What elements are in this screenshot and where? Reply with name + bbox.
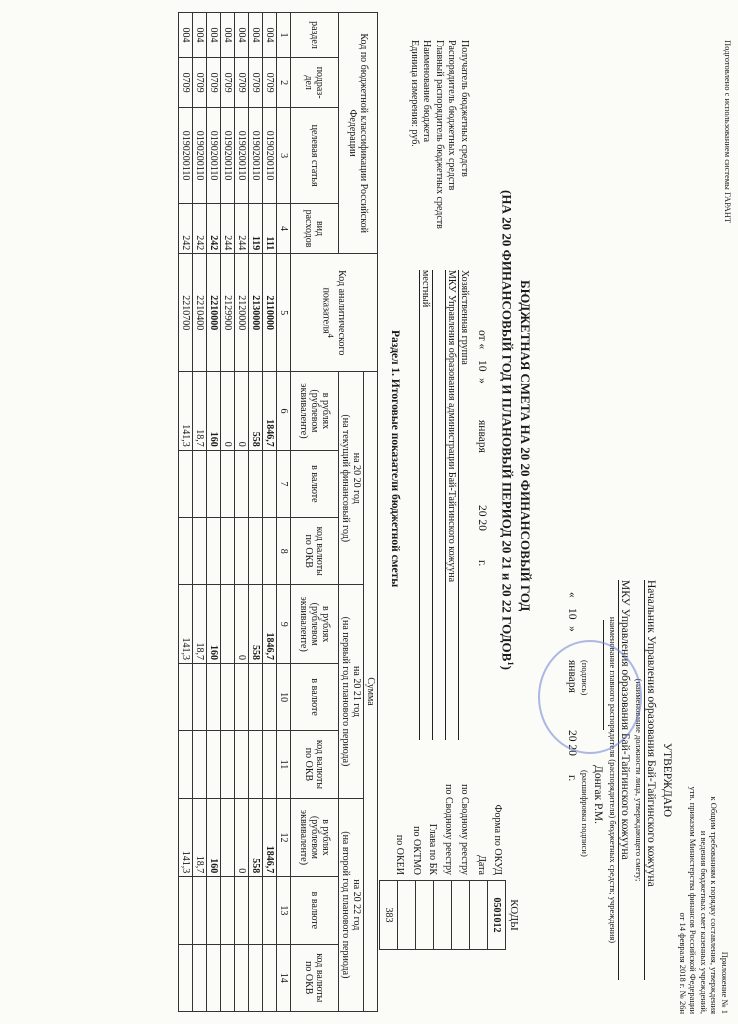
- cell-sum-year1: 1846,7: [263, 372, 277, 451]
- cell-currency-year3: [221, 877, 235, 944]
- cell-currency-year3: [263, 877, 277, 944]
- cell-currency-year2: [235, 663, 249, 730]
- cell-currency-year2: [193, 663, 207, 730]
- cell-okv-year1: [207, 518, 221, 585]
- col-number: 9: [277, 585, 291, 664]
- cell-okv-year2: [221, 731, 235, 798]
- col-header-podrazdel: подраз-дел: [291, 57, 339, 108]
- recipient-labels: [408, 40, 471, 229]
- cell-sum-year2: [221, 585, 235, 664]
- cell-okv-year1: [235, 518, 249, 585]
- cell-razdel: 004: [193, 13, 207, 58]
- cell-sum-year2: 1846,7: [263, 585, 277, 664]
- doc-date-year: 20 20: [476, 505, 488, 531]
- cell-razdel: 004: [249, 13, 263, 58]
- code-label: по Сводному реестру: [443, 784, 455, 875]
- cell-sum-year1: 160: [207, 372, 221, 451]
- main-distributor-value: [432, 270, 444, 740]
- recipient-label: Главный распорядитель бюджетных средств: [434, 40, 445, 229]
- cell-analytic: 2120000: [235, 254, 249, 372]
- code-registry-2: [434, 881, 452, 950]
- cell-okv-year2: [193, 731, 207, 798]
- official-stamp: [538, 640, 642, 754]
- cell-currency-year3: [235, 877, 249, 944]
- col-number: 13: [277, 877, 291, 944]
- cell-okv-year1: [263, 518, 277, 585]
- code-okei: 383: [380, 881, 398, 950]
- appendix-block: [678, 787, 731, 1015]
- cell-okv-year1: [179, 518, 193, 585]
- sum-header: Сумма: [364, 372, 378, 1012]
- col-number: 5: [277, 254, 291, 372]
- code-date: [470, 881, 488, 950]
- col-header-razdel: раздел: [291, 13, 339, 58]
- codes-header: КОДЫ: [508, 899, 521, 931]
- sub-header-okv: код валюты по ОКВ: [291, 731, 339, 798]
- sub-header-rub: в рублях (рублевом эквиваленте): [291, 372, 339, 451]
- cell-sum-year3: 160: [207, 798, 221, 877]
- col-number: 10: [277, 663, 291, 730]
- appendix-line: Приложение № 1: [720, 951, 730, 1014]
- cell-podrazdel: 0709: [207, 57, 221, 108]
- table-row: [207, 13, 221, 1012]
- year-group-3: на 20 22 год (на второй год планового периода): [339, 798, 364, 1011]
- cell-analytic: 2129900: [221, 254, 235, 372]
- code-bk: [416, 881, 434, 950]
- cell-razdel: 004: [263, 13, 277, 58]
- doc-date-day: 10: [476, 360, 488, 372]
- col-number: 12: [277, 798, 291, 877]
- code-registry-1: [452, 881, 470, 950]
- code-okud: 0501012: [488, 881, 506, 950]
- cell-sum-year1: 0: [235, 372, 249, 451]
- cell-vid: 242: [193, 203, 207, 254]
- cell-okv-year1: [193, 518, 207, 585]
- section-title: Раздел 1. Итоговые показатели бюджетной сметы: [389, 330, 401, 588]
- cell-okv-year2: [235, 731, 249, 798]
- cell-razdel: 004: [235, 13, 249, 58]
- sub-header-currency: в валюте: [291, 663, 339, 730]
- cell-sum-year3: 0: [235, 798, 249, 877]
- garant-note: Подготовлено с использованием системы ГАРАНТ: [723, 40, 733, 224]
- analytic-header: Код аналитического показателя$^4$: [291, 254, 378, 372]
- year-group-1: на 20 20 год (на текущий финансовый год): [339, 372, 364, 585]
- table-row: [179, 13, 193, 1012]
- cell-okv-year3: [249, 944, 263, 1011]
- cell-vid: 244: [221, 203, 235, 254]
- cell-sum-year2: 141,3: [179, 585, 193, 664]
- doc-date-month: января: [476, 420, 488, 453]
- cell-currency-year1: [207, 450, 221, 517]
- cell-sum-year3: 558: [249, 798, 263, 877]
- cell-analytic: 2110000: [263, 254, 277, 372]
- col-number: 7: [277, 450, 291, 517]
- col-number: 14: [277, 944, 291, 1011]
- approve-position: Начальник Управления образования Бай-Тайгинского кожууна: [644, 580, 657, 980]
- sign-caption: (подпись): [580, 660, 590, 696]
- col-number-row: [277, 13, 291, 1012]
- codes-labels: [391, 770, 505, 875]
- cell-currency-year2: [207, 663, 221, 730]
- decode-caption: (расшифровка подписи): [580, 770, 590, 857]
- cell-okv-year3: [207, 944, 221, 1011]
- cell-statia: 0190200110: [207, 108, 221, 203]
- cell-sum-year3: 141,3: [179, 798, 193, 877]
- cell-currency-year2: [221, 663, 235, 730]
- sub-header-okv: код валюты по ОКВ: [291, 944, 339, 1011]
- document-sheet: Подготовлено с использованием системы ГАРАНТ Приложение № 1 к Общим требованиям к порядку составления, утверждения и ведения бюджетных смет казенных учреждений, утв. приказом Министерства финансов Российской Федерации от 14 февраля 2018 г. № 26н УТВЕРЖДАЮ Начальник Управления образования Бай-Тайгинского кожууна (наименование должности лица, утверждающего смету; МКУ Управления образования Бай-Тайгинского кожууна наименование главного распорядителя (распорядителя) бюджетных средств; учреждения) Донгак Р.М. (подпись) (расшифровка подписи) « 10 » января 20 20 г. БЮДЖЕТНАЯ СМЕТА НА 20 20 ФИНАНСОВЫЙ ГОД (НА 20 20 ФИНАНСОВЫЙ ГОД И ПЛАНОВЫЙ ПЕРИОД 20 21 и 20 22 ГОДОВ$^1$) от « 10 » января 20 20 г. КОДЫ 0501012 383 Форма по ОКУД Дата по Сводному реестру по Сводному реестру Глава по БК по ОКТМО по ОКЕИ Получатель бюджетных средств Распорядитель бюджетных средств Главный распорядитель бюджетных средств Наименование бюджета Единица измерения: руб. Хозяйственная группа МКУ Управления образования администрации Бай-Тайгинского кожууна местный Раздел 1. Итоговые показатели бюджетной сметы Код по бюджетной классификации Российской Федерации Код аналитического показателя$^4$ Сумма на 20 20 год (на текущий финансовый год) на 20 21 год (на первый год планового периода) на 20 22 год (на второй год планового периода) раздел подраз-дел целевая статья вид расходов в рублях (рублевом эквиваленте) в валюте код валюты по ОКВ в рублях (рублевом эквиваленте) в валюте код валюты по ОКВ в рублях (рублевом эквиваленте) в валюте код валюты по ОКВ 1 2 3 4 5 6 7 8 9 10 11 12 13 14 004 0709 0190200110 111 2110000 1846,7 1846,7 1846,7 004 0709 0190200110 119 2130000 558 558 558 004 0709 0190200110 244 2120000 0 0 0 004 0709 0190200110 244 2129900 0 004 0709 0190200110 242 2210000 160 160 160 004 0709 0190200110 242 2210400 18,7 18,7 18,7 004 0709 0190200110 242 2210700 141,3 141,3 141,3: [0, 0, 738, 1024]
- approve-org: МКУ Управления образования Бай-Тайгинского кожууна: [618, 580, 631, 980]
- cell-currency-year1: [179, 450, 193, 517]
- code-label: по ОКЕИ: [394, 834, 406, 875]
- document-title-2: (НА 20 20 ФИНАНСОВЫЙ ГОД И ПЛАНОВЫЙ ПЕРИОД 20 21 и 20 22 ГОДОВ$^1$): [499, 190, 516, 670]
- cell-statia: 0190200110: [249, 108, 263, 203]
- signature-name: Донгак Р.М.: [592, 765, 604, 824]
- document-title: БЮДЖЕТНАЯ СМЕТА НА 20 20 ФИНАНСОВЫЙ ГОД: [518, 280, 533, 612]
- cell-sum-year2: 558: [249, 585, 263, 664]
- cell-currency-year1: [221, 450, 235, 517]
- cell-okv-year2: [263, 731, 277, 798]
- cell-podrazdel: 0709: [249, 57, 263, 108]
- code-label: по Сводному реестру: [459, 784, 471, 875]
- col-number: 3: [277, 108, 291, 203]
- table-row: [221, 13, 235, 1012]
- recipient-label: Распорядитель бюджетных средств: [446, 40, 458, 191]
- approve-date-year: 20 20: [566, 730, 578, 756]
- table-row: [263, 13, 277, 1012]
- appendix-line: и ведения бюджетных смет казенных учреждений,: [699, 830, 709, 1014]
- cell-sum-year2: 18,7: [193, 585, 207, 664]
- codes-box: [379, 880, 523, 950]
- cell-currency-year3: [207, 877, 221, 944]
- cell-currency-year1: [263, 450, 277, 517]
- cell-podrazdel: 0709: [179, 57, 193, 108]
- code-label: Форма по ОКУД: [492, 804, 503, 875]
- approve-org-caption: наименование главного распорядителя (распорядителя) бюджетных средств; учреждения): [608, 616, 618, 944]
- table-row: [249, 13, 263, 1012]
- cell-vid: 119: [249, 203, 263, 254]
- cell-currency-year3: [179, 877, 193, 944]
- table-row: [235, 13, 249, 1012]
- recipient-value: Хозяйственная группа: [458, 270, 470, 740]
- cell-sum-year2: 160: [207, 585, 221, 664]
- cell-currency-year3: [249, 877, 263, 944]
- code-label: по ОКТМО: [410, 826, 422, 875]
- cell-sum-year3: 1846,7: [263, 798, 277, 877]
- approve-date-month: января: [566, 660, 578, 693]
- cell-statia: 0190200110: [193, 108, 207, 203]
- cell-razdel: 004: [179, 13, 193, 58]
- sub-header-rub: в рублях (рублевом эквиваленте): [291, 585, 339, 664]
- table-row: [193, 13, 207, 1012]
- appendix-line: от 14 февраля 2018 г. № 26н: [678, 912, 688, 1014]
- cell-podrazdel: 0709: [193, 57, 207, 108]
- cell-statia: 0190200110: [179, 108, 193, 203]
- cell-analytic: 2130000: [249, 254, 263, 372]
- cell-statia: 0190200110: [235, 108, 249, 203]
- recipient-label: Получатель бюджетных средств: [459, 40, 470, 177]
- cell-statia: 0190200110: [221, 108, 235, 203]
- budget-value: местный: [419, 270, 431, 740]
- code-label: Дата: [475, 855, 487, 875]
- col-number: 11: [277, 731, 291, 798]
- cell-okv-year2: [179, 731, 193, 798]
- approve-date-day: 10: [566, 608, 578, 620]
- sub-header-rub: в рублях (рублевом эквиваленте): [291, 798, 339, 877]
- cell-currency-year2: [179, 663, 193, 730]
- cell-sum-year3: 18,7: [193, 798, 207, 877]
- cell-razdel: 004: [207, 13, 221, 58]
- budget-table: [178, 12, 378, 1012]
- cell-vid: 242: [179, 203, 193, 254]
- col-number: 8: [277, 518, 291, 585]
- cell-okv-year3: [221, 944, 235, 1011]
- cell-vid: 244: [235, 203, 249, 254]
- recipient-label: Единица измерения: руб.: [409, 40, 420, 147]
- sub-header-currency: в валюте: [291, 450, 339, 517]
- cell-statia: 0190200110: [263, 108, 277, 203]
- code-oktmo: [398, 881, 416, 950]
- distributor-value: МКУ Управления образования администрации Бай-Тайгинского кожууна: [445, 270, 457, 740]
- cell-analytic: 2210000: [207, 254, 221, 372]
- col-number: 6: [277, 372, 291, 451]
- cell-currency-year3: [193, 877, 207, 944]
- col-number: 1: [277, 13, 291, 58]
- code-label: Глава по БК: [426, 823, 438, 875]
- cell-razdel: 004: [221, 13, 235, 58]
- bk-group-header: Код по бюджетной классификации Российской Федерации: [339, 13, 378, 254]
- col-number: 4: [277, 203, 291, 254]
- approve-position-caption: (наименование должности лица, утверждающего смету;: [634, 678, 644, 882]
- cell-okv-year1: [249, 518, 263, 585]
- cell-currency-year1: [193, 450, 207, 517]
- cell-podrazdel: 0709: [235, 57, 249, 108]
- cell-sum-year1: 558: [249, 372, 263, 451]
- cell-sum-year1: 0: [221, 372, 235, 451]
- cell-currency-year2: [263, 663, 277, 730]
- sub-header-currency: в валюте: [291, 877, 339, 944]
- cell-sum-year1: 18,7: [193, 372, 207, 451]
- col-header-vid: вид расходов: [291, 203, 339, 254]
- cell-okv-year3: [263, 944, 277, 1011]
- cell-okv-year3: [179, 944, 193, 1011]
- cell-sum-year3: [221, 798, 235, 877]
- col-header-statia: целевая статья: [291, 108, 339, 203]
- year-group-2: на 20 21 год (на первый год планового периода): [339, 585, 364, 798]
- cell-vid: 242: [207, 203, 221, 254]
- cell-okv-year3: [235, 944, 249, 1011]
- appendix-line: утв. приказом Министерства финансов Российской Федерации: [688, 786, 699, 1014]
- cell-okv-year3: [193, 944, 207, 1011]
- approve-heading: УТВЕРЖДАЮ: [661, 742, 673, 818]
- cell-currency-year1: [249, 450, 263, 517]
- recipient-label: Наименование бюджета: [421, 40, 433, 143]
- cell-analytic: 2210700: [179, 254, 193, 372]
- cell-podrazdel: 0709: [263, 57, 277, 108]
- cell-sum-year1: 141,3: [179, 372, 193, 451]
- cell-podrazdel: 0709: [221, 57, 235, 108]
- cell-currency-year2: [249, 663, 263, 730]
- sub-header-okv: код валюты по ОКВ: [291, 518, 339, 585]
- table-body: [179, 13, 277, 1012]
- cell-okv-year2: [249, 731, 263, 798]
- approve-date: « 10 » января 20 20 г.: [566, 592, 578, 782]
- appendix-line: к Общим требованиям к порядку составления, утверждения: [709, 796, 720, 1014]
- cell-sum-year2: 0: [235, 585, 249, 664]
- cell-analytic: 2210400: [193, 254, 207, 372]
- cell-okv-year2: [207, 731, 221, 798]
- cell-vid: 111: [263, 203, 277, 254]
- cell-okv-year1: [221, 518, 235, 585]
- col-number: 2: [277, 57, 291, 108]
- cell-currency-year1: [235, 450, 249, 517]
